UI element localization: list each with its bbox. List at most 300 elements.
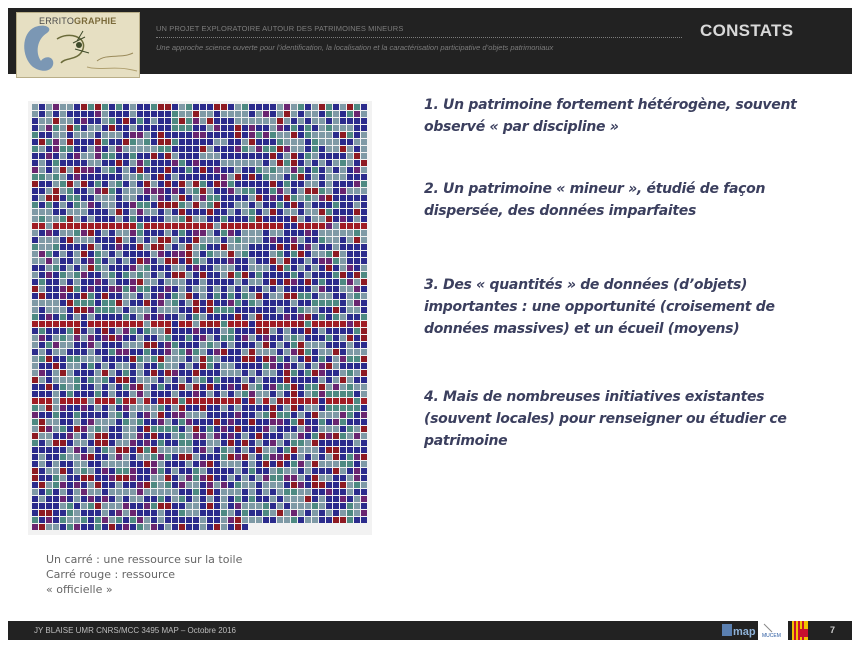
resource-square [277, 405, 283, 411]
resource-square [109, 405, 115, 411]
resource-square [319, 202, 325, 208]
resource-square [228, 489, 234, 495]
resource-square [326, 426, 332, 432]
resource-square [165, 356, 171, 362]
resource-square [207, 286, 213, 292]
resource-square [46, 454, 52, 460]
resource-square [361, 349, 367, 355]
resource-square [340, 202, 346, 208]
resource-square [151, 230, 157, 236]
resource-square [74, 286, 80, 292]
resource-square [340, 370, 346, 376]
resource-square [200, 139, 206, 145]
resource-square [186, 111, 192, 117]
resource-square [312, 447, 318, 453]
resource-square [263, 139, 269, 145]
resource-square [284, 104, 290, 110]
resource-square [88, 412, 94, 418]
resource-square [214, 517, 220, 523]
resource-square [53, 293, 59, 299]
resource-square [207, 132, 213, 138]
resource-square [60, 475, 66, 481]
resource-square [249, 132, 255, 138]
resource-square [74, 524, 80, 530]
resource-square [235, 223, 241, 229]
resource-square [186, 496, 192, 502]
resource-square [158, 167, 164, 173]
resource-square [144, 167, 150, 173]
resource-square [116, 209, 122, 215]
resource-square [32, 468, 38, 474]
resource-square [270, 160, 276, 166]
resource-square [95, 118, 101, 124]
resource-square [46, 132, 52, 138]
resource-square [221, 440, 227, 446]
resource-square [291, 419, 297, 425]
resource-square [165, 335, 171, 341]
resource-square [95, 517, 101, 523]
resource-square [88, 426, 94, 432]
resource-square [291, 335, 297, 341]
resource-square [60, 132, 66, 138]
resource-square [95, 356, 101, 362]
resource-square [32, 433, 38, 439]
resource-square [95, 342, 101, 348]
resource-square [158, 104, 164, 110]
resource-square [39, 475, 45, 481]
resource-square [102, 230, 108, 236]
resource-square [249, 279, 255, 285]
resource-square [326, 139, 332, 145]
resource-square [263, 391, 269, 397]
resource-square [333, 104, 339, 110]
resource-square [67, 307, 73, 313]
resource-square [60, 258, 66, 264]
resource-square [137, 167, 143, 173]
resource-square [277, 195, 283, 201]
resource-square [228, 342, 234, 348]
resource-square [214, 209, 220, 215]
resource-square [137, 328, 143, 334]
resource-square [221, 335, 227, 341]
resource-square [326, 258, 332, 264]
resource-square [151, 447, 157, 453]
resource-square [95, 419, 101, 425]
resource-square [319, 377, 325, 383]
resource-square [277, 426, 283, 432]
resource-square [186, 188, 192, 194]
resource-square [312, 405, 318, 411]
resource-square [249, 335, 255, 341]
resource-square [298, 454, 304, 460]
resource-square [221, 496, 227, 502]
resource-square [151, 209, 157, 215]
resource-square [305, 160, 311, 166]
resource-square [144, 181, 150, 187]
resource-square [263, 321, 269, 327]
resource-square [193, 251, 199, 257]
resource-square [158, 370, 164, 376]
resource-square [137, 300, 143, 306]
resource-square [263, 468, 269, 474]
resource-square [39, 433, 45, 439]
resource-square [67, 160, 73, 166]
resource-square [333, 461, 339, 467]
resource-square [95, 300, 101, 306]
resource-square [137, 454, 143, 460]
resource-square [263, 307, 269, 313]
resource-square [340, 447, 346, 453]
resource-square [214, 489, 220, 495]
resource-square [102, 335, 108, 341]
resource-square [158, 146, 164, 152]
resource-square [172, 405, 178, 411]
resource-square [361, 510, 367, 516]
resource-square [249, 475, 255, 481]
resource-square [256, 258, 262, 264]
resource-square [284, 412, 290, 418]
resource-square [312, 258, 318, 264]
resource-square [270, 272, 276, 278]
resource-square [312, 412, 318, 418]
resource-square [95, 265, 101, 271]
resource-square [74, 118, 80, 124]
resource-square [46, 181, 52, 187]
resource-square [32, 524, 38, 530]
resource-square [102, 468, 108, 474]
resource-square [130, 426, 136, 432]
resource-square [144, 188, 150, 194]
resource-square [81, 153, 87, 159]
resource-square [32, 405, 38, 411]
resource-square [116, 489, 122, 495]
resource-square [172, 517, 178, 523]
resource-square [354, 398, 360, 404]
resource-square [81, 167, 87, 173]
resource-square [130, 356, 136, 362]
resource-square [88, 174, 94, 180]
resource-square [200, 209, 206, 215]
resource-square [249, 181, 255, 187]
resource-square [67, 167, 73, 173]
resource-square [354, 328, 360, 334]
resource-square [60, 139, 66, 145]
resource-square [347, 419, 353, 425]
resource-square [298, 216, 304, 222]
resource-square [179, 146, 185, 152]
resource-square [333, 517, 339, 523]
resource-square [109, 426, 115, 432]
resource-square [298, 419, 304, 425]
resource-square [60, 356, 66, 362]
resource-square [116, 405, 122, 411]
resource-square [298, 202, 304, 208]
resource-square [88, 391, 94, 397]
resource-square [172, 209, 178, 215]
resource-square [60, 412, 66, 418]
resource-square [46, 188, 52, 194]
resource-square [151, 153, 157, 159]
resource-square [361, 153, 367, 159]
resource-square [270, 118, 276, 124]
resource-square [172, 146, 178, 152]
resource-square [298, 265, 304, 271]
resource-square [137, 293, 143, 299]
resource-square [249, 237, 255, 243]
resource-square [165, 377, 171, 383]
resource-square [319, 244, 325, 250]
resource-square [179, 265, 185, 271]
resource-square [130, 188, 136, 194]
resource-square [116, 426, 122, 432]
resource-square [95, 195, 101, 201]
resource-square [270, 307, 276, 313]
resource-square [158, 384, 164, 390]
resource-square [263, 188, 269, 194]
resource-square [361, 370, 367, 376]
resource-square [186, 517, 192, 523]
resource-square [137, 363, 143, 369]
resource-square [298, 405, 304, 411]
resource-square [179, 419, 185, 425]
resource-square [270, 125, 276, 131]
resource-square [74, 104, 80, 110]
resource-square [305, 405, 311, 411]
resource-square [179, 510, 185, 516]
resource-square [319, 111, 325, 117]
resource-square [221, 349, 227, 355]
resource-square [67, 482, 73, 488]
resource-square [277, 279, 283, 285]
resource-square [116, 279, 122, 285]
resource-square [67, 496, 73, 502]
resource-square [200, 454, 206, 460]
resource-square [242, 426, 248, 432]
resource-square [95, 125, 101, 131]
resource-square [81, 132, 87, 138]
resource-square [270, 321, 276, 327]
resource-square [60, 251, 66, 257]
resource-square [214, 398, 220, 404]
resource-square [361, 468, 367, 474]
resource-square [88, 181, 94, 187]
resource-square [102, 125, 108, 131]
resource-square [109, 230, 115, 236]
resource-square [123, 209, 129, 215]
resource-square [130, 384, 136, 390]
resource-square [165, 433, 171, 439]
resource-square [305, 132, 311, 138]
resource-square [263, 293, 269, 299]
resource-square [214, 524, 220, 530]
resource-square [165, 188, 171, 194]
resource-square [333, 405, 339, 411]
resource-square [193, 146, 199, 152]
resource-square [305, 181, 311, 187]
resource-square [60, 146, 66, 152]
resource-square [207, 510, 213, 516]
resource-square [207, 419, 213, 425]
resource-square [361, 146, 367, 152]
resource-square [116, 272, 122, 278]
resource-square [221, 447, 227, 453]
resource-square [144, 125, 150, 131]
resource-square [298, 139, 304, 145]
resource-square [207, 265, 213, 271]
resource-square [340, 181, 346, 187]
resource-square [186, 489, 192, 495]
resource-square [130, 328, 136, 334]
resource-square [354, 209, 360, 215]
resource-square [193, 419, 199, 425]
resource-square [200, 328, 206, 334]
resource-square [102, 300, 108, 306]
resource-square [102, 510, 108, 516]
resource-square [361, 321, 367, 327]
resource-square [277, 188, 283, 194]
resource-square [95, 391, 101, 397]
resource-square [39, 223, 45, 229]
resource-square [284, 356, 290, 362]
resource-square [81, 300, 87, 306]
resource-square [81, 139, 87, 145]
resource-square [67, 321, 73, 327]
resource-square [53, 377, 59, 383]
resource-square [130, 454, 136, 460]
resource-square [200, 503, 206, 509]
resource-square [354, 363, 360, 369]
territographie-logo[interactable] [16, 12, 140, 78]
resource-square [53, 209, 59, 215]
resource-square [130, 216, 136, 222]
resource-square [32, 489, 38, 495]
resource-square [214, 335, 220, 341]
resource-square [53, 454, 59, 460]
resource-square [305, 447, 311, 453]
resource-square [67, 293, 73, 299]
resource-square [200, 496, 206, 502]
resource-square [242, 503, 248, 509]
resource-square [340, 356, 346, 362]
resource-square [361, 181, 367, 187]
resource-square [242, 139, 248, 145]
resource-square [123, 125, 129, 131]
resource-square [46, 524, 52, 530]
resource-square [221, 230, 227, 236]
resource-square [130, 363, 136, 369]
resource-square [95, 202, 101, 208]
resource-square [235, 153, 241, 159]
resource-square [200, 510, 206, 516]
resource-square [312, 293, 318, 299]
resource-square [46, 167, 52, 173]
resource-square [193, 272, 199, 278]
resource-square [151, 482, 157, 488]
resource-square [214, 363, 220, 369]
resource-square [326, 328, 332, 334]
resource-square [361, 160, 367, 166]
resource-square [67, 489, 73, 495]
resource-square [130, 440, 136, 446]
resource-square [340, 258, 346, 264]
resource-square [74, 510, 80, 516]
resource-square [151, 524, 157, 530]
resource-square [130, 132, 136, 138]
resource-square [144, 412, 150, 418]
resource-square [235, 146, 241, 152]
resource-square [200, 314, 206, 320]
resource-square [305, 146, 311, 152]
resource-square [179, 398, 185, 404]
resource-square [193, 104, 199, 110]
resource-square [95, 510, 101, 516]
resource-square [144, 286, 150, 292]
resource-square [95, 188, 101, 194]
resource-square [312, 510, 318, 516]
resource-square [242, 279, 248, 285]
resource-square [67, 391, 73, 397]
resource-square [242, 398, 248, 404]
resource-square [151, 216, 157, 222]
resource-square [214, 160, 220, 166]
resource-square [228, 503, 234, 509]
resource-square [39, 146, 45, 152]
resource-square [207, 223, 213, 229]
resource-square [123, 363, 129, 369]
resource-square [67, 363, 73, 369]
resource-square [305, 188, 311, 194]
resource-square [179, 202, 185, 208]
resource-square [158, 468, 164, 474]
resource-square [102, 384, 108, 390]
resource-square [81, 244, 87, 250]
resource-square [354, 314, 360, 320]
resource-square [158, 195, 164, 201]
resource-square [221, 244, 227, 250]
resource-square [221, 307, 227, 313]
resource-square [319, 293, 325, 299]
resource-square [284, 517, 290, 523]
resource-square [74, 489, 80, 495]
resource-square [123, 146, 129, 152]
resource-square [109, 363, 115, 369]
resource-square [46, 342, 52, 348]
resource-square [284, 111, 290, 117]
resource-square [179, 391, 185, 397]
resource-square [340, 335, 346, 341]
resource-square [326, 160, 332, 166]
resource-square [81, 454, 87, 460]
resource-square [249, 118, 255, 124]
resource-square [193, 118, 199, 124]
resource-square [214, 202, 220, 208]
resource-square [130, 524, 136, 530]
resource-square [319, 300, 325, 306]
resource-square [207, 482, 213, 488]
resource-square [200, 433, 206, 439]
resource-square [116, 293, 122, 299]
resource-square [291, 279, 297, 285]
resource-square [46, 293, 52, 299]
resource-square [151, 370, 157, 376]
resource-square [32, 139, 38, 145]
resource-square [326, 286, 332, 292]
resource-square [186, 391, 192, 397]
resource-square [109, 265, 115, 271]
resource-square [347, 251, 353, 257]
resource-square [123, 293, 129, 299]
resource-square [284, 503, 290, 509]
